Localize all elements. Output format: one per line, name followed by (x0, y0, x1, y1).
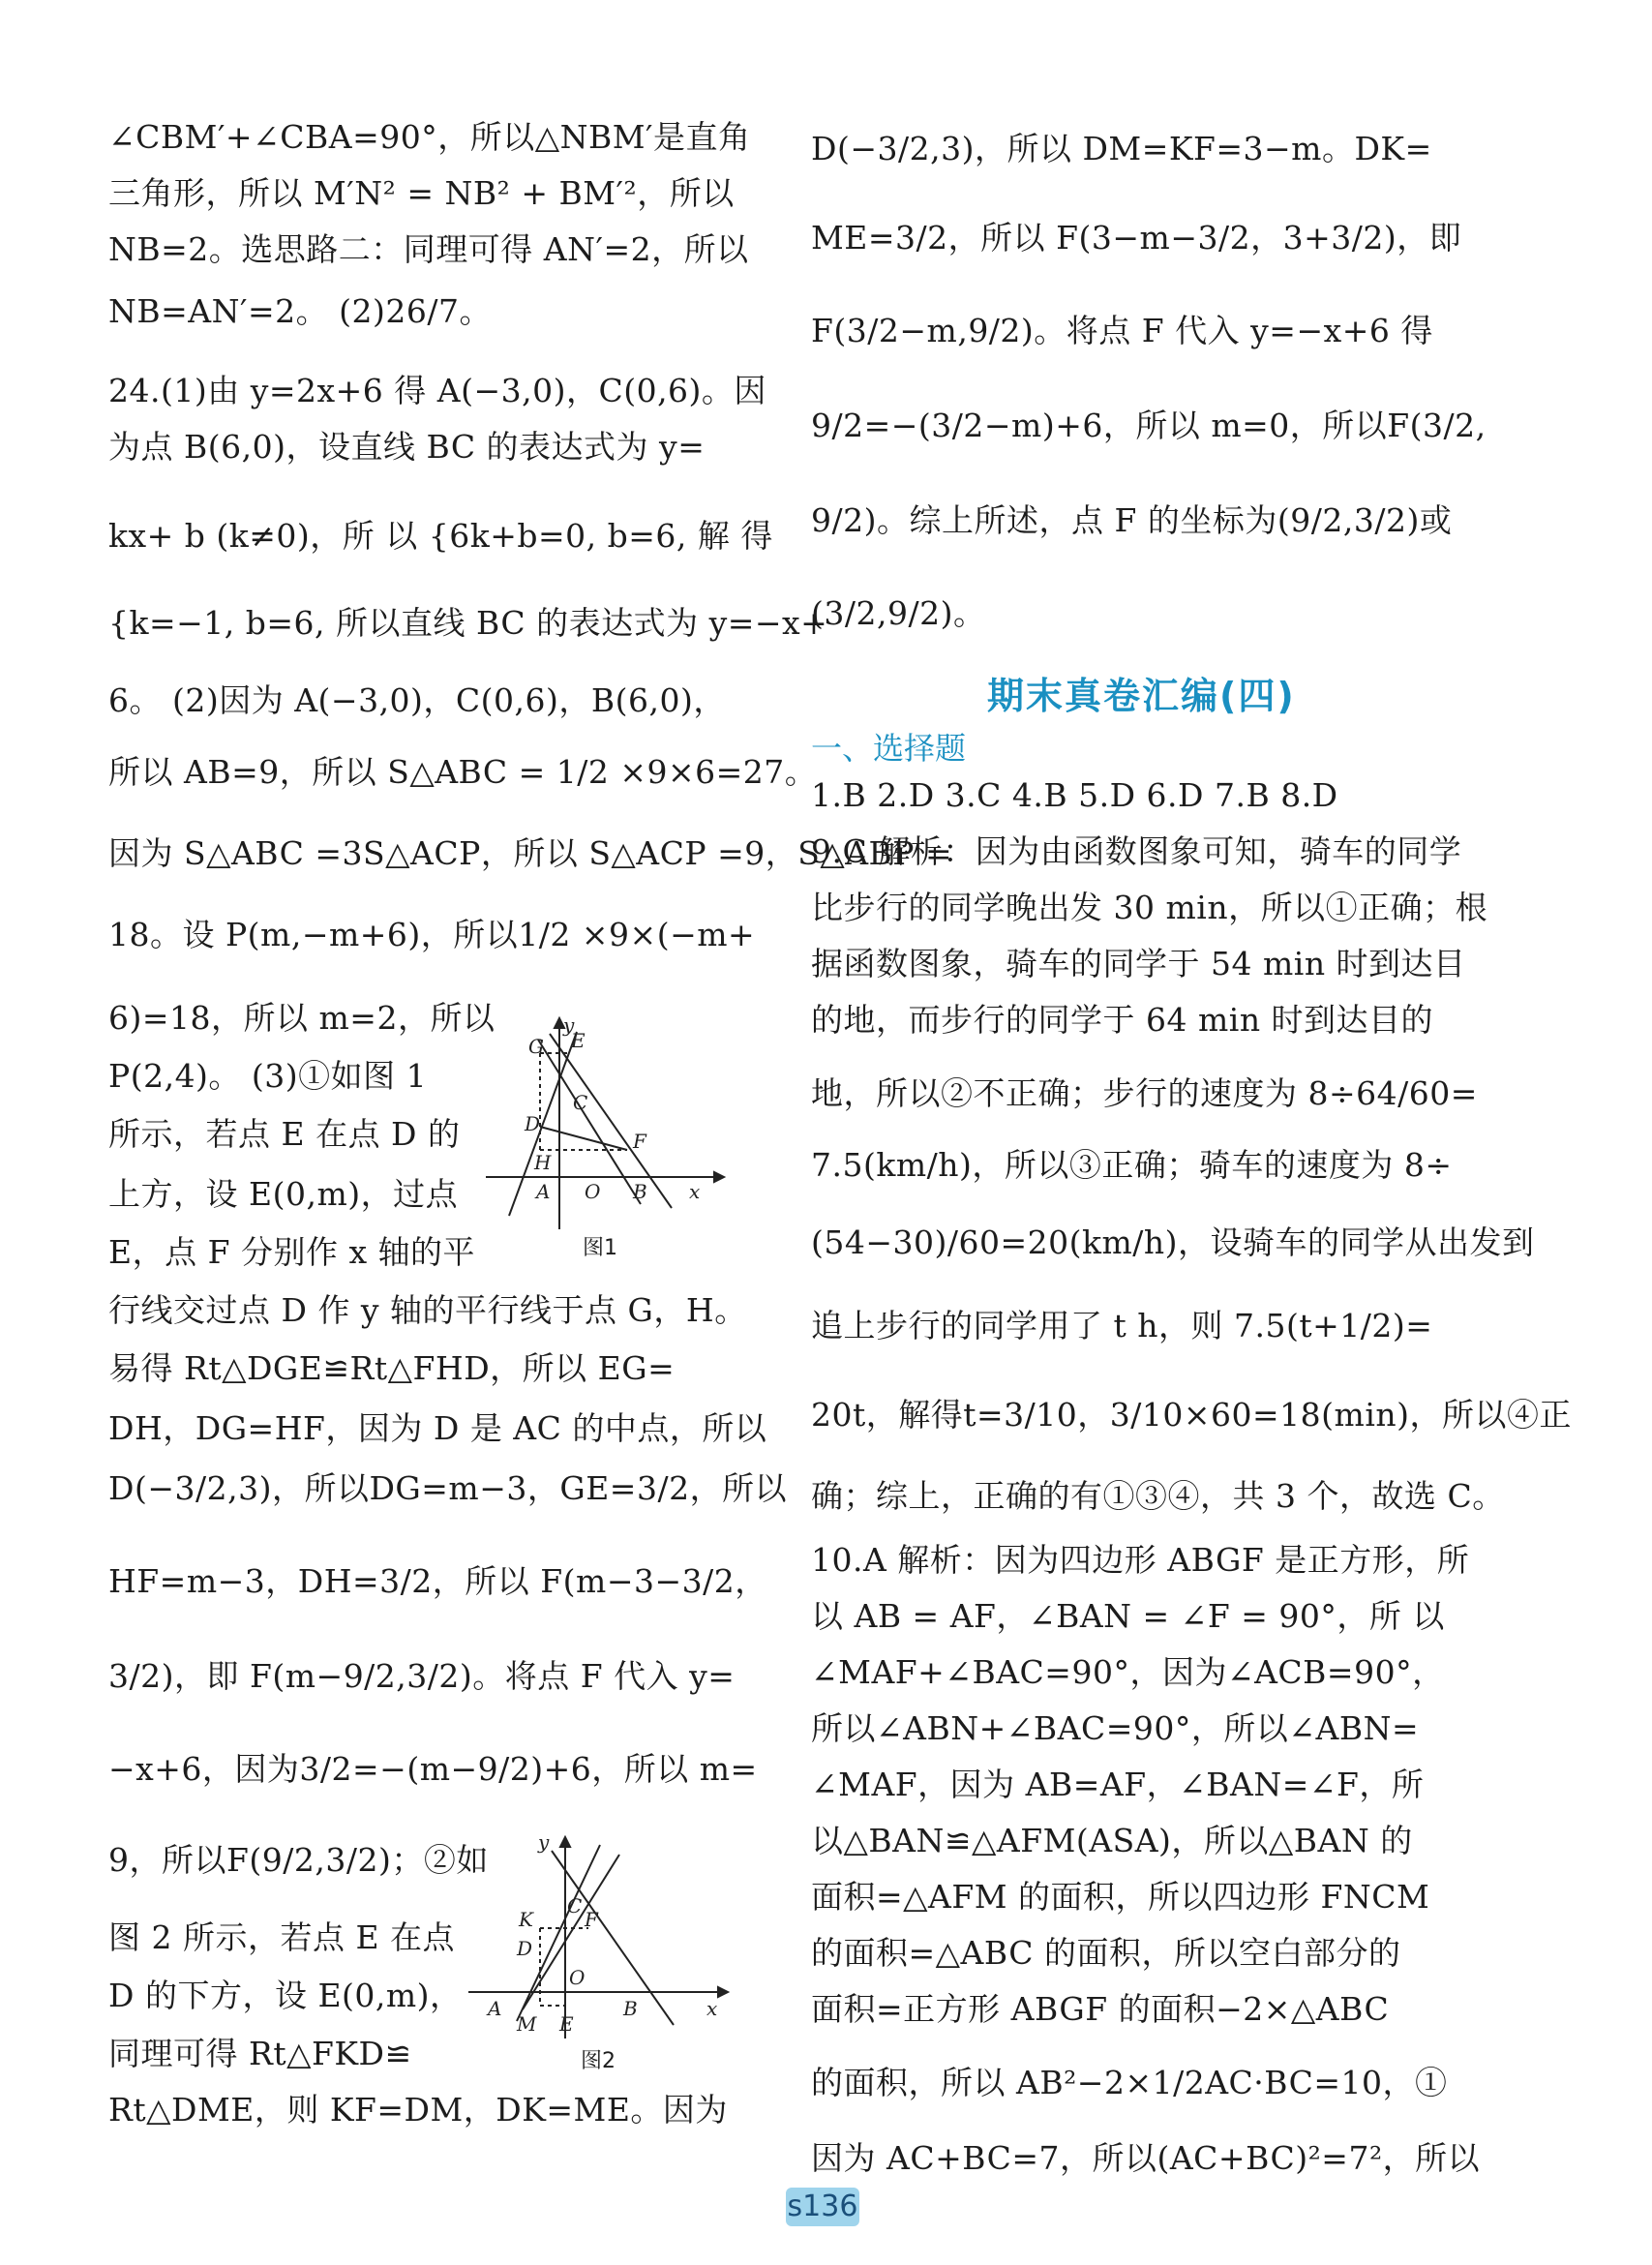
right-text-line: 9.C 解析：因为由函数图象可知，骑车的同学 (811, 832, 1462, 870)
left-text-line: 所以 AB=9，所以 S△ABC = 1/2 ×9×6=27。 (108, 753, 818, 791)
fig1-label: D (525, 1112, 541, 1135)
left-text-line: ∠CBM′+∠CBA=90°，所以△NBM′是直角 (108, 118, 751, 156)
fig1-x-arrow (714, 1172, 724, 1182)
right-text-line: 的面积，所以 AB²−2×1/2AC·BC=10，① (811, 2064, 1448, 2101)
fig1-line-df (540, 1127, 627, 1150)
fig2-label: F (585, 1908, 598, 1931)
fig2-label: B (623, 1997, 638, 2020)
fig2-line-bc (552, 1851, 674, 2025)
fig1-label: F (633, 1130, 646, 1153)
right-text-line: 9/2)。综上所述，点 F 的坐标为(9/2,3/2)或 (811, 501, 1453, 539)
fig1-label: H (534, 1151, 552, 1174)
left-text-line: D(−3/2,3)，所以DG=m−3，GE=3/2，所以 (108, 1469, 788, 1507)
fig1-label: y (563, 1014, 575, 1037)
right-text-line: 面积=正方形 ABGF 的面积−2×△ABC (811, 1990, 1390, 2028)
right-text-line: ∠MAF，因为 AB=AF，∠BAN=∠F，所 (811, 1766, 1425, 1803)
fig1-label: O (585, 1180, 601, 1203)
left-text-line: 6。 (2)因为 A(−3,0)，C(0,6)，B(6,0)， (108, 681, 726, 719)
left-text-line: 3/2)，即 F(m−9/2,3/2)。将点 F 代入 y= (108, 1657, 736, 1695)
right-text-line: ∠MAF+∠BAC=90°，因为∠ACB=90°， (811, 1653, 1445, 1691)
left-text-line: 所示，若点 E 在点 D 的 (108, 1115, 461, 1153)
fig2-label: A (488, 1997, 502, 2020)
left-text-line: {k=−1, b=6, 所以直线 BC 的表达式为 y=−x+ (108, 604, 828, 642)
left-text-line: 上方，设 E(0,m)，过点 (108, 1175, 459, 1213)
fig2-y-arrow (560, 1837, 570, 1847)
left-text-line: NB=AN′=2。 (2)26/7。 (108, 292, 492, 330)
right-text-line: 9/2=−(3/2−m)+6，所以 m=0，所以F(3/2, (811, 407, 1487, 444)
left-text-line: 三角形，所以 M′N² = NB² + BM′²，所以 (108, 174, 735, 212)
left-text-line: D 的下方，设 E(0,m)， (108, 1977, 463, 2014)
right-text-line: 比步行的同学晚出发 30 min，所以①正确；根 (811, 889, 1488, 926)
fig1-label: B (633, 1180, 647, 1203)
answer-list: 1.B 2.D 3.C 4.B 5.D 6.D 7.B 8.D (811, 776, 1338, 814)
right-text-line: 以△BAN≌△AFM(ASA)，所以△BAN 的 (811, 1822, 1413, 1859)
right-text-line: 以 AB = AF，∠BAN = ∠F = 90°，所 以 (811, 1597, 1445, 1635)
fig2-label: O (569, 1966, 586, 1989)
figure-2-caption: 图2 (581, 2049, 616, 2073)
left-text-line: HF=m−3，DH=3/2，所以 F(m−3−3/2， (108, 1562, 767, 1600)
fig2-label: D (517, 1937, 533, 1960)
left-text-line: Rt△DME，则 KF=DM，DK=ME。因为 (108, 2091, 728, 2129)
right-text-line: 确；综上，正确的有①③④，共 3 个，故选 C。 (811, 1477, 1505, 1515)
figure-1 (482, 1014, 734, 1237)
left-text-line: 6)=18，所以 m=2，所以 (108, 999, 496, 1037)
section-title: 期末真卷汇编(四) (987, 675, 1296, 717)
right-text-line: 的地，而步行的同学于 64 min 时到达目的 (811, 1001, 1434, 1039)
fig2-label: K (519, 1908, 533, 1931)
right-text-line: 10.A 解析：因为四边形 ABGF 是正方形，所 (811, 1541, 1470, 1579)
left-text-line: E，点 F 分别作 x 轴的平 (108, 1233, 476, 1271)
right-text-line: 因为 AC+BC=7，所以(AC+BC)²=7²，所以 (811, 2139, 1481, 2177)
figure-1-caption: 图1 (583, 1236, 617, 1260)
fig1-label: C (573, 1091, 588, 1114)
left-text-line: 因为 S△ABC =3S△ACP，所以 S△ACP =9，S△ABP = (108, 834, 953, 872)
fig2-label: y (538, 1831, 550, 1854)
left-text-line: kx+ b (k≠0)，所 以 {6k+b=0, b=6, 解 得 (108, 517, 773, 555)
right-text-line: 地，所以②不正确；步行的速度为 8÷64/60= (811, 1074, 1478, 1112)
left-text-line: 18。设 P(m,−m+6)，所以1/2 ×9×(−m+ (108, 916, 756, 953)
right-text-line: ME=3/2，所以 F(3−m−3/2，3+3/2)，即 (811, 219, 1462, 257)
right-text-line: (3/2,9/2)。 (811, 594, 986, 632)
fig2-label: E (559, 2012, 574, 2036)
figure-2 (465, 1831, 736, 2044)
left-text-line: 24.(1)由 y=2x+6 得 A(−3,0)，C(0,6)。因 (108, 372, 766, 409)
left-text-line: 同理可得 Rt△FKD≌ (108, 2035, 412, 2072)
right-text-line: 的面积=△ABC 的面积，所以空白部分的 (811, 1934, 1401, 1972)
section-heading: 一、选择题 (811, 730, 967, 767)
fig1-label: A (536, 1180, 551, 1203)
fig1-label: G (528, 1035, 544, 1058)
fig2-label: M (517, 2012, 537, 2036)
left-text-line: 易得 Rt△DGE≌Rt△FHD，所以 EG= (108, 1349, 676, 1387)
fig1-line-bc (550, 1034, 672, 1208)
left-text-line: 9，所以F(9/2,3/2)；②如 (108, 1841, 489, 1879)
left-text-line: 行线交过点 D 作 y 轴的平行线于点 G，H。 (108, 1291, 747, 1329)
right-text-line: D(−3/2,3)，所以 DM=KF=3−m。DK= (811, 130, 1432, 167)
right-text-line: (54−30)/60=20(km/h)，设骑车的同学从出发到 (811, 1223, 1535, 1261)
right-text-line: 所以∠ABN+∠BAC=90°，所以∠ABN= (811, 1709, 1420, 1747)
left-text-line: 为点 B(6,0)，设直线 BC 的表达式为 y= (108, 428, 706, 466)
left-text-line: DH，DG=HF，因为 D 是 AC 的中点，所以 (108, 1409, 767, 1447)
fig2-line-ac (517, 1845, 600, 2021)
fig2-label: x (706, 1997, 718, 2020)
fig2-x-arrow (718, 1987, 728, 1997)
right-text-line: 面积=△AFM 的面积，所以四边形 FNCM (811, 1878, 1430, 1916)
fig1-label: x (689, 1180, 701, 1203)
page-number: s136 (786, 2188, 859, 2226)
right-text-line: F(3/2−m,9/2)。将点 F 代入 y=−x+6 得 (811, 312, 1433, 349)
left-text-line: P(2,4)。 (3)①如图 1 (108, 1057, 428, 1095)
right-text-line: 追上步行的同学用了 t h，则 7.5(t+1/2)= (811, 1307, 1433, 1344)
left-text-line: −x+6，因为3/2=−(m−9/2)+6，所以 m= (108, 1750, 758, 1788)
left-text-line: NB=2。选思路二：同理可得 AN′=2，所以 (108, 230, 749, 268)
right-text-line: 20t，解得t=3/10，3/10×60=18(min)，所以④正 (811, 1396, 1573, 1434)
right-text-line: 据函数图象，骑车的同学于 54 min 时到达目 (811, 945, 1466, 982)
fig2-label: C (567, 1894, 583, 1918)
fig1-label: E (571, 1029, 586, 1052)
right-text-line: 7.5(km/h)，所以③正确；骑车的速度为 8÷ (811, 1146, 1453, 1184)
left-text-line: 图 2 所示，若点 E 在点 (108, 1918, 456, 1956)
